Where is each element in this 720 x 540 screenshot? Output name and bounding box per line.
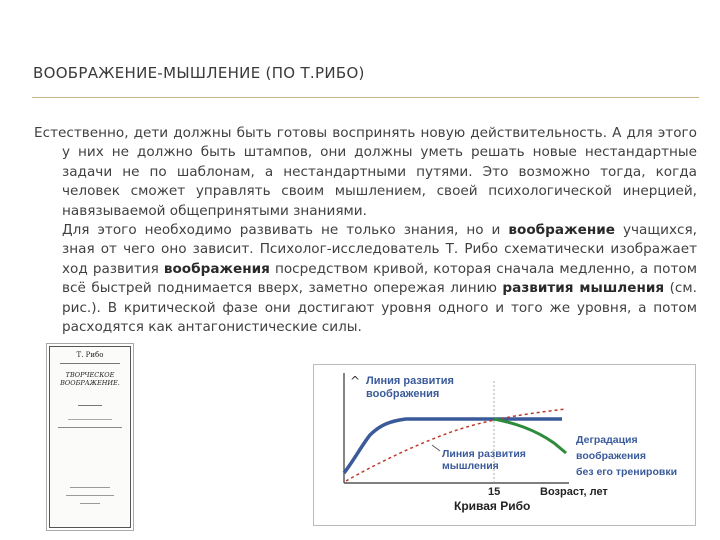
p2-text-2: учащихся, зная от чего оно зависит. Психолог-исследователь Т. Рибо схематически изображает ход развития — [62, 222, 698, 277]
x-axis-label: Возраст, лет — [540, 486, 608, 498]
chart-svg — [314, 365, 695, 525]
book-rule — [78, 405, 102, 406]
label-degradation-2: воображения — [576, 450, 646, 462]
book-rule — [60, 363, 120, 364]
title-divider — [32, 97, 699, 98]
label-imagination-2: воображения — [366, 388, 440, 400]
paragraph-2 — [34, 221, 697, 337]
p2-bold-imagination: воображение — [508, 222, 615, 239]
label-imagination-1: Линия развития — [366, 375, 454, 387]
book-rule — [66, 495, 114, 496]
chart-title: Кривая Рибо — [454, 499, 531, 513]
book-author: Т. Рибо — [76, 351, 104, 359]
p2-text-3: посредством кривой, которая сначала медленно, а потом всё быстрей поднимается вверх, заметно опережая линию — [62, 260, 697, 297]
book-cover-image — [49, 346, 131, 528]
p2-bold-thinking: развития мышления — [502, 280, 665, 297]
p2-text-1: Для этого необходимо развивать не только знания, но и — [62, 222, 509, 239]
label-degradation-1: Деградация — [576, 434, 638, 446]
book-rule — [70, 487, 110, 488]
pointer-line — [432, 445, 440, 451]
label-thinking-2: мышления — [442, 460, 499, 472]
book-title: ТВОРЧЕСКОЕ ВООБРАЖЕНИЕ. — [60, 371, 120, 387]
book-rule — [68, 419, 112, 420]
label-thinking-1: Линия развития — [442, 448, 526, 460]
label-degradation-3: без его тренировки — [576, 466, 678, 478]
y-axis-arrow: ^ — [350, 374, 361, 388]
book-rule — [58, 427, 122, 428]
p2-text-4: (см. рис.). В критической фазе они достигают уровня одного и того же уровня, а потом расходятся как антагонистические силы. — [62, 280, 697, 336]
body-text — [34, 124, 697, 337]
paragraph-1: Естественно, дети должны быть готовы воспринять новую действительность. А для этого у них не должно быть штампов, они должны уметь решать новые нестандартные задачи не по шаблонам, а нестандартными путями. Это возможно тогда, когда человек сможет управлять своим мышлением, своей психологической инерцией, навязываемой общепринятыми знаниями. — [34, 125, 697, 219]
book-rule — [80, 503, 100, 504]
p2-bold-imagination-2: воображения — [163, 260, 270, 277]
ribot-curve-chart — [313, 364, 696, 526]
page-title: ВООБРАЖЕНИЕ-МЫШЛЕНИЕ (ПО Т.РИБО) — [33, 64, 365, 82]
x-tick-label: 15 — [488, 486, 501, 498]
